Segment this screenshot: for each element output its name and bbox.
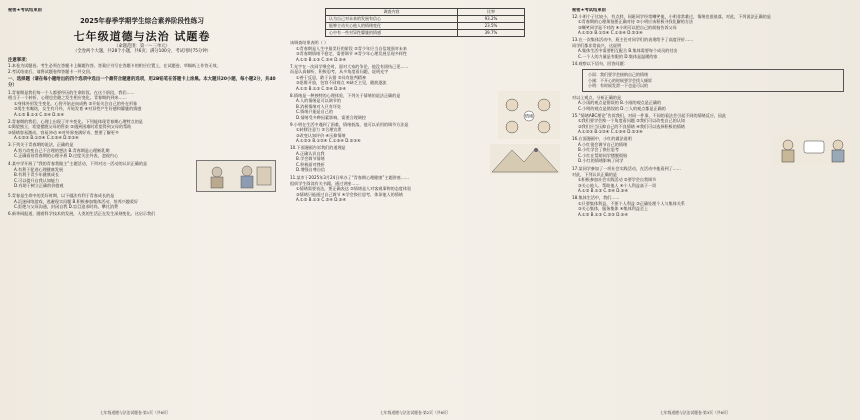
- text-line: A.①② B.①③ C.②④ D.③④: [296, 85, 347, 91]
- text-line: C.一个人的力量是有限的 D.集体是温暖的家: [578, 53, 658, 59]
- exam-range: （命题范围：第一～三单元）: [114, 43, 170, 49]
- illustration-image: [196, 160, 276, 192]
- text-line: 9.小明在生活中遇到了困难，情绪低落，他可以采用的调节方法是: [290, 121, 409, 127]
- text-line: 10.下面漫画告诉我们的道理是: [290, 145, 346, 150]
- page-footer-3: 七年级道德与法治试题卷·第3页（共6页）: [660, 410, 731, 415]
- text-line: 8.情绪是一种独特的心理体验，下列关于情绪的说法正确的是: [290, 92, 401, 98]
- text-line: ①渴望独立，希望摆脱父母的管束 ②遇到困难时希望得到父母的帮助: [8, 124, 132, 129]
- table-header-cell: 调查内容: [326, 9, 458, 16]
- quote-box: [582, 69, 844, 92]
- emotion-comic-image: [498, 91, 560, 139]
- text-line: 12.小明个子比较小，有点胖，同班同学经常嘲笑他，小明非常难过，情绪也很低落，对此，下列说法正确的是: [572, 13, 771, 19]
- text-line: 1.青春期是我们每一个人都要经历的生命阶段。在这个阶段，我们……: [8, 89, 135, 95]
- text-line: 该调查结果表明（ ）: [290, 40, 329, 45]
- text-line: A.①②③ B.①②④ C.①③④ D.②③④: [578, 30, 643, 35]
- text-line: A.①②③ B.①②④ C.①③④ D.②③④: [296, 138, 361, 143]
- table-row: [326, 16, 525, 23]
- text-line: 16.右面漫画中，小红的做法说明: [572, 136, 632, 141]
- text-line: ③情绪容易激动，容易冲动 ④对外界充满好奇，想要了解更多: [8, 129, 119, 135]
- text-line: ①青春期是人生中最美好的阶段 ②青少年应当自信地面对未来: [296, 45, 407, 51]
- secret-label: 秘密★考试结束前: [572, 8, 606, 13]
- text-line: ①转移注意力 ②合理宣泄: [296, 127, 342, 132]
- text-line: A.正确认识自我: [296, 150, 325, 156]
- text-line: A.①②③ B.①②④ C.①③④ D.②③④: [578, 129, 643, 134]
- classroom-comic-image: [774, 135, 854, 165]
- table-cell: 认为自己对未来的发展有信心: [326, 16, 458, 23]
- text-line: C.小红在帮助同学摆脱烦恼: [578, 152, 628, 158]
- text-line: A.沉迷网络游戏，逃避现实问题 B.积极参加集体活动，培养兴趣爱好: [14, 198, 139, 204]
- text-line: 而是认真倾听，积极思考，从多角度看问题，说明光宇: [290, 69, 389, 74]
- comic-label: 情绪: [525, 113, 533, 119]
- text-line: A.①② B.①③ C.②④ D.③④: [14, 111, 65, 117]
- exam-title: 七年级道德与法治 试题卷: [73, 29, 211, 43]
- text-line: C.积极面对挫折: [296, 161, 325, 167]
- text-line: 15.“情绪ABC理论”告诉我们，对同一件事，不同的看法会引起不同的情绪反应，因此: [572, 112, 727, 118]
- text-line: ①情绪需要表达，要正确表达 ②情绪是人对客观事物的态度体验: [296, 186, 412, 191]
- text-line: A.小红很会调节自己的情绪: [578, 141, 628, 147]
- text-line: ①只要集体利益，不要个人利益 ②正确处理个人与集体关系: [578, 200, 685, 206]
- text-line: ③关心集体，服务集体 ④集体利益至上: [578, 206, 649, 211]
- table-cell: 93.2%: [458, 16, 525, 23]
- table-row: [326, 23, 525, 30]
- text-line: A.人的情绪是可以调节的: [296, 98, 341, 103]
- text-line: A.小雨的观点是错误的 B.小刚的观点是正确的: [578, 100, 662, 105]
- table-cell: 心中有一些对异性朦胧的情感: [326, 30, 458, 37]
- text-line: A.①② B.①③ C.②④ D.③④: [578, 188, 629, 193]
- page-1: [8, 8, 276, 217]
- notice-2: 2.考试结束后，请将试题卷和答题卡一并交回。: [8, 68, 94, 74]
- table-cell: 39.7%: [458, 30, 525, 37]
- text-line: C.情绪只能是自己的: [296, 109, 333, 114]
- secret-label: 秘密★考试结束前: [8, 8, 42, 13]
- text-line: ①身体外形发生变化，心智开始走向成熟 ②开始关注自己的外在形象: [14, 100, 138, 106]
- text-line: ③嘲笑同学是不对的 ④小明可以把自己的烦恼告诉父母: [578, 24, 677, 30]
- text-line: ③情绪只能通过自己调节 ④学会换位思考，体谅他人的情绪: [296, 191, 403, 197]
- text-line: 组织学生阅读有关书籍，通过讲座……: [290, 180, 360, 186]
- text-line: 4.某中学开展了“我的青春我做主”主题活动，下列对这一活动的认识正确的是: [8, 161, 148, 166]
- text-line: ③关心他人、帮助他人 ④个人利益高于一切: [578, 182, 657, 188]
- table-cell: 能够主动关心他人的情绪变化: [326, 23, 458, 30]
- text-line: A.①②③ B.①②④ C.①③④ D.②③④: [14, 135, 79, 140]
- text-line: ③我们应当压抑自己的不良情绪 ④我们可以选择积极的情绪: [578, 123, 685, 129]
- table-header-cell: 比率: [458, 9, 525, 16]
- section-heading: 一、选择题（请在每小题给出的四个选项中选出一个最符合题意的选项，用2B铅笔在答题卡上涂黑。本大题共20小题，每小题2分，共40分）: [8, 77, 276, 88]
- table-row: [326, 30, 525, 37]
- text-line: 对以上观点，分析正确的是: [572, 94, 622, 100]
- text-line: 3.下列关于青春期的说法，正确的是: [8, 142, 74, 147]
- text-line: 14.观察以下语句，回答问题：: [572, 60, 628, 66]
- quote-line: 小雨：我们要学会接纳自己的情绪: [588, 72, 648, 77]
- text-line: 11.某市于2025年3月24日举办了“青春期心理健康”主题讲座……: [290, 175, 410, 180]
- page-footer-1: 七年级道德与法治试题卷·第1页（共6页）: [100, 410, 171, 415]
- text-line: B.消极情绪对人只有坏处: [296, 103, 342, 109]
- text-line: B.小红学会了换位思考: [578, 147, 619, 152]
- text-line: B.学会调节情绪: [296, 156, 325, 161]
- text-line: 5.青春是生命中的美好时期，以下做法有利于青春成长的是: [8, 193, 115, 198]
- text-line: A.①② B.①③ C.②③ D.③④: [578, 211, 629, 217]
- text-line: C.拒绝与父母沟通，封闭自我 D.盲目追求时尚，攀比消费: [14, 204, 119, 209]
- text-line: A.①② B.①③ C.②④ D.③④: [296, 197, 347, 202]
- text-line: 2.青春期的我们，心理上出现了许多变化。下列能体现青春期心理特点的是: [8, 118, 143, 124]
- table-cell: 23.5%: [458, 23, 525, 30]
- page-footer-2: 七年级道德与法治试题卷·第2页（共6页）: [380, 410, 451, 415]
- text-line: ③改变认知评价 ④压抑情绪: [296, 132, 346, 138]
- text-line: 同学们都非常高兴，这说明: [572, 42, 622, 48]
- text-line: ①青春期的心理烦恼要正确对待 ②小明应该积极寻找化解的方法: [578, 19, 694, 24]
- text-line: D.有助于树立正确的价值观: [14, 183, 64, 188]
- notice-1: 1.本卷为试题卷。考生必须在答题卡上解题作答。答案应书写在答题卡的相应位置上，在试题卷、草稿纸上作答无效。: [8, 63, 221, 68]
- text-line: 对此，下列认识正确的是: [572, 171, 618, 177]
- text-line: A.有利于促进心理健康发展: [14, 166, 64, 172]
- text-line: 6.新华网报道，随着科学技术的发展，人类的生活正在发生深刻变化。这启示我们: [8, 211, 156, 216]
- text-line: 7.光宇在一次同学聚会时，面对大家的争论，他没有固执己见……: [290, 63, 409, 69]
- text-line: 18.集体生活中，我们……: [572, 195, 620, 200]
- text-line: 13.在一次集体活动中，班主任对同学们的表现给予了高度评价……: [572, 37, 694, 42]
- text-line: ①积极参加社会实践活动 ②要学会自我调节: [578, 177, 657, 182]
- exam-subtitle: 2025年春季学期学生综合素养阶段性练习: [80, 16, 204, 25]
- text-line: A.努力改变自己不合理的想法 B.青春期是心理断乳期: [14, 147, 110, 153]
- text-line: D.小红的情绪影响了同学: [578, 158, 624, 163]
- text-line: B.有利于青少年健康成长: [14, 172, 60, 177]
- text-line: ①善于反思，敢于认错 ②具有批判精神: [296, 74, 367, 80]
- quote-line: 小刚：不开心的时候要学会找人倾诉: [588, 77, 652, 83]
- survey-table: [325, 8, 525, 37]
- text-line: A.集体生活中需要相互配合 B.集体需要每个成员的付出: [578, 48, 678, 53]
- text-line: ①我们要学会换一个角度看问题 ②我们可以改变自己的认知: [578, 118, 685, 123]
- text-line: ③青春期情绪不稳定，需要调节 ④青少年心理发展呈现多样性: [296, 51, 407, 56]
- text-line: 相当于一个转折，心理也会随之发生相应变化。青春期的到来……: [8, 95, 127, 100]
- text-line: ③思维开放，包容不同观点 ④缺乏主见，随波逐流: [296, 80, 387, 85]
- page-3: [572, 8, 854, 217]
- text-line: D.增强自尊自信: [296, 167, 326, 172]
- text-line: D.情绪受多种因素影响，需要合理调控: [296, 114, 366, 120]
- exam-meta: （全卷两个大题，共28个小题，共6页；满分100分，考试用时75分钟）: [73, 49, 211, 54]
- text-line: C.正确看待青春期的心理矛盾 D.过度关注外表，忽视内心: [14, 153, 119, 158]
- text-line: C.可以提升自我认知能力: [14, 177, 60, 183]
- text-line: A.①② B.①③ C.②④ D.③④: [296, 56, 347, 62]
- text-line: ③男生有喉结，女生有月经，开始发育 ④对异性产生好感和朦胧的情感: [14, 106, 142, 111]
- text-line: 17.某同学参加了一项社会实践活动，在活动中他看到了……: [572, 166, 681, 171]
- page-2: [290, 8, 560, 203]
- quote-line: 小明：有时候发泄一下也是可以的: [588, 83, 648, 88]
- notice-heading: 注意事项：: [8, 57, 30, 63]
- mountain-comic-image: [490, 144, 560, 174]
- text-line: C.小明的观点是错误的 D.三人的观点都是正确的: [578, 105, 666, 111]
- table-header-row: [326, 9, 525, 16]
